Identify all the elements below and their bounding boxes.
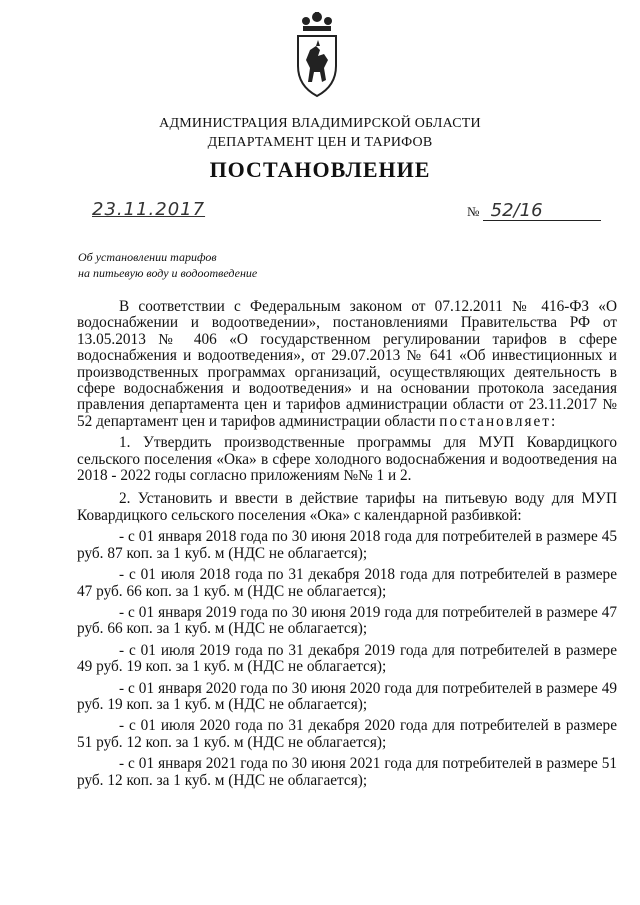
- tariff-paragraph: - с 01 января 2021 года по 30 июня 2021 года для потребителей в размере 51 руб. 12 коп. за 1 куб. м (НДС не облагается);: [77, 755, 617, 789]
- subject-line-2: на питьевую воду и водоотведение: [78, 266, 258, 280]
- item-paragraph: 1. Утвердить производственные программы для МУП Ковардицкого сельского поселения «Ока» в сфере холодного водоснабжения и водоотведения на 2018 - 2022 годы согласно приложениям №№ 1 и 2.: [77, 434, 617, 485]
- preamble-verb: постановляет:: [439, 412, 558, 430]
- preamble-paragraph: [77, 299, 617, 430]
- department-name: ДЕПАРТАМЕНТ ЦЕН И ТАРИФОВ: [207, 135, 433, 150]
- tariff-paragraph: - с 01 июля 2018 года по 31 декабря 2018 года для потребителей в размере 47 руб. 66 коп. за 1 куб. м (НДС не облагается);: [77, 566, 617, 600]
- tariff-paragraph: - с 01 января 2018 года по 30 июня 2018 года для потребителей в размере 45 руб. 87 коп. за 1 куб. м (НДС не облагается);: [77, 528, 617, 562]
- tariff-paragraph: - с 01 июля 2019 года по 31 декабря 2019 года для потребителей в размере 49 руб. 19 коп. за 1 куб. м (НДС не облагается);: [77, 641, 617, 676]
- item-paragraph: 2. Установить и ввести в действие тарифы на питьевую воду для МУП Ковардицкого сельского поселения «Ока» с календарной разбивкой:: [77, 490, 617, 524]
- preamble-text: В соответствии с Федеральным законом от 07.12.2011 № 416-ФЗ «О водоснабжении и водоотведении», постановлениями Правительства РФ от 13.05.2013 № 406 «О государственном регулировании тарифов в сфере водоснабжения и водоотведения», от 29.07.2013 № 641 «Об инвестиционных и производственных программах организаций, осуществляющих деятельность в сфере водоснабжения и водоотведения» и на основании протокола заседания правления департамента цен и тарифов администрации области от 23.11.2017 № 52 департамент цен и тарифов администрации области: [77, 298, 617, 430]
- tariff-paragraph: - с 01 января 2020 года по 30 июня 2020 года для потребителей в размере 49 руб. 19 коп. за 1 куб. м (НДС не облагается);: [77, 679, 617, 713]
- document-number-block: [467, 202, 601, 221]
- organization-name: АДМИНИСТРАЦИЯ ВЛАДИМИРСКОЙ ОБЛАСТИ: [159, 116, 481, 131]
- number-label: №: [467, 204, 480, 219]
- document-number: 52/16: [483, 202, 601, 221]
- subject-line-1: Об установлении тарифов: [78, 250, 217, 264]
- tariff-paragraph: - с 01 января 2019 года по 30 июня 2019 года для потребителей в размере 47 руб. 66 коп. за 1 куб. м (НДС не облагается);: [77, 603, 617, 638]
- document-type-title: ПОСТАНОВЛЕНИЕ: [209, 157, 431, 182]
- document-date: 23.11.2017: [92, 199, 206, 220]
- coat-of-arms-icon: [294, 12, 340, 98]
- document-body: [77, 299, 617, 789]
- document-subject: [78, 249, 257, 281]
- tariff-paragraph: - с 01 июля 2020 года по 31 декабря 2020 года для потребителей в размере 51 руб. 12 коп. за 1 куб. м (НДС не облагается);: [77, 717, 617, 751]
